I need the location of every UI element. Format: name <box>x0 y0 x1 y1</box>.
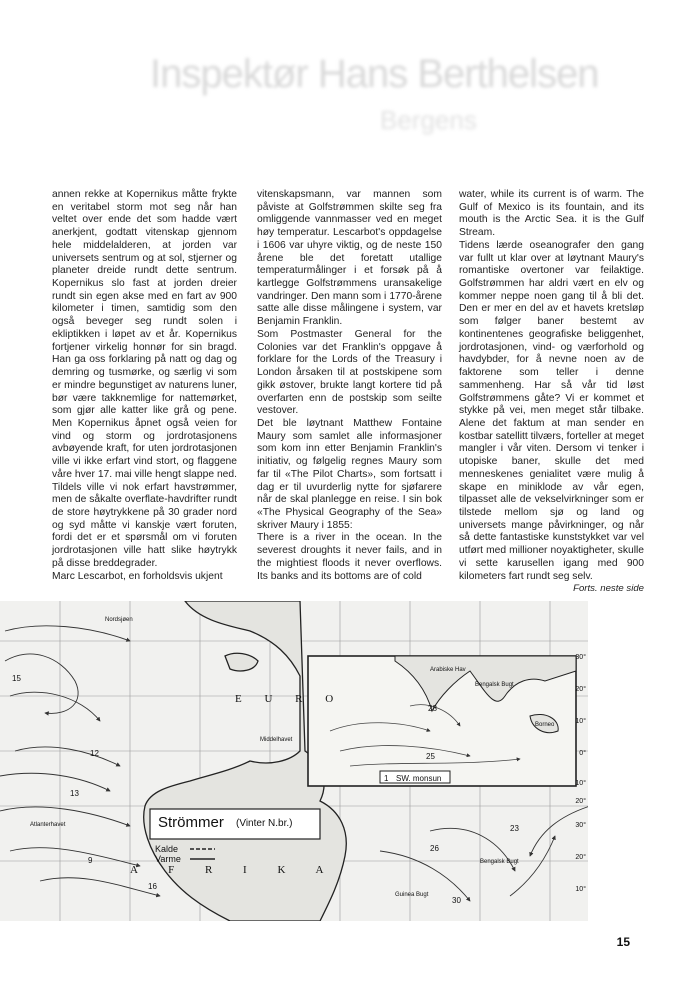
lat-label: 10° <box>575 718 586 725</box>
inset-map <box>308 656 576 786</box>
current-number: 30 <box>452 896 461 905</box>
legend-cold-label: Kalde <box>155 844 179 854</box>
current-number: 25 <box>426 752 435 761</box>
place-label: Guinea Bugt <box>395 892 429 898</box>
place-label: Bengalsk Bugt <box>475 682 514 688</box>
continued-note: Forts. neste side <box>573 583 644 595</box>
map-drawing <box>0 601 588 921</box>
page-number: 15 <box>616 935 630 949</box>
article-paragraph: Tidens lærde oseanografer den gang var fullt ut klar over at løytnant Maury's romantiske overtoner var feilaktige. Golfstrømmen har aldri vært en elv og kommer neppe noen gang til å bli det. Den er mer en del av et havets kretsløp som følger baner bestemt av kontinentenes geografiske beliggenhet, jordrotasjonen, vind- og værforhold og havdybder, for å nevne noen av de faktorene som teller i denne sammenheng. Har så vår tid løst Golfstrømmens gåte? Vi er kommet et stykke på vei, men meget står tilbake. Alene det faktum at man sender en kostbar satellitt tilværs, forteller at meget mangler i vår viten. Dersom vi tenker i utopiske baner, skulle det med menneskenes genialitet være mulig å skape en miniklode av vår egen, tilpasset alle de vekselvirkninger som er tilstede mellom sjø og land og universets mange påvirkninger, og når så dette fantastiske kunststykket var vel utført med millioner noyaktigheter, skulle vi sette karusellen igang med 900 kilometers fart rundt seg selv. <box>459 239 644 582</box>
map-title-sub: (Vinter N.br.) <box>236 818 293 829</box>
region-africa-label: A F R I K A <box>130 864 338 876</box>
header-ghost-title: Inspektør Hans Berthelsen <box>150 52 599 96</box>
place-label: Arabiske Hav <box>430 667 466 673</box>
article-body <box>52 189 644 595</box>
current-number: 16 <box>148 882 157 891</box>
article-paragraph: annen rekke at Kopernikus måtte frykte en veritabel storm mot seg når han veltet over ende det som hadde vært anerkjent, godtatt vitenskap gjennom hele middelalderen, at jorden var universets sentrum og at sol, stjerner og planeter dreide rundt dette sentrum. Kopernikus slo fast at jorden dreier rundt sin egen akse med en fart av 900 kilometer i timen, samtidig som den også beveger seg rundt solen i ekliptikken i løpet av et år. Kopernikus fortjener virkelig honnør for sin bragd. Han ga oss forklaring på natt og dag og demring og tusmørke, og særlig vi som er mindre begunstiget av naturens luner, bør være takknemlige for nattemørket, som gjør alle katter like grå og pene. Men Kopernikus åpnet også veien for vind og storm og jordrotasjonens avbøyende kraft, for uten jordrotasjonen ville vi ikke erfart vind stort, og flaggene våre hver 17. mai ville hengt slappe ned. Tildels ville vi nok erfart havstrømmer, men de såkalte overflate-havdrifter rundt de store høytrykkene på 30 grader nord og syd måtte vi kanskje vært foruten, fordi det er et spørsmål om vi foruten jordrotasjonen ville hatt slike høytrykk på disse breddegrader. <box>52 189 237 569</box>
article-paragraph: Som Postmaster General for the Colonies var det Franklin's oppgave å forklare for the Lords of the Treasury i London årsaken til at postskipene som gikk østover, brukte langt kortere tid på overfarten enn de postskip som seilte vestover. <box>257 328 442 417</box>
lat-label: 0° <box>579 750 586 757</box>
article-quote: There is a river in the ocean. In the severest droughts it never fails, and in the mightiest floods it never overflows. Its banks and its bottoms are of cold <box>257 532 442 582</box>
region-europe-label: E U R O <box>235 693 344 705</box>
lat-label: 30° <box>575 822 586 829</box>
header-ghost-subtitle: Bergens <box>380 105 477 135</box>
current-number: 9 <box>88 856 93 865</box>
article-paragraph: Marc Lescarbot, en forholdsvis ukjent <box>52 570 223 582</box>
place-label: Middelhavet <box>260 737 293 743</box>
article-column-1 <box>52 189 237 583</box>
article-quote: water, while its current is of warm. The Gulf of Mexico is its fountain, and its mouth is the Arctic Sea. it is the Gulf Stream. <box>459 189 644 239</box>
current-number: 15 <box>12 674 21 683</box>
current-number: 23 <box>510 824 519 833</box>
lat-label: 20° <box>575 798 586 805</box>
lat-label: 20° <box>575 854 586 861</box>
inset-box-number: 1 <box>384 774 389 783</box>
article-column-3 <box>459 189 644 596</box>
place-label: Nordsjøen <box>105 617 133 623</box>
map-title: Strömmer <box>158 814 224 831</box>
current-number: 13 <box>70 789 79 798</box>
legend-warm-label: Varme <box>155 854 181 864</box>
place-label: Bengalsk Bugt <box>480 859 519 865</box>
ocean-currents-map <box>0 601 588 921</box>
lat-label: 20° <box>575 686 586 693</box>
lat-label: 30° <box>575 654 586 661</box>
place-label: Atlanterhavet <box>30 822 66 828</box>
article-paragraph: vitenskapsmann, var mannen som påviste at Golfstrømmen skilte seg fra omliggende vannmasser ved en meget høy temperatur. Lescarbot's oppdagelse i 1606 var uhyre viktig, og de neste 150 årene ble det foretatt utallige temperaturmålinger i et forsøk på å kartlegge Golfstrømmens uransakelige vandringer. Den mann som i 1770-årene satte alle disse målingene i system, var Benjamin Franklin. <box>257 189 442 328</box>
inset-box-label: SW. monsun <box>396 774 442 783</box>
current-number: 26 <box>430 844 439 853</box>
current-number: 12 <box>90 749 99 758</box>
lat-label: 10° <box>575 886 586 893</box>
lat-label: 10° <box>575 780 586 787</box>
article-paragraph: Det ble løytnant Matthew Fontaine Maury som samlet alle informasjoner som kom inn etter Benjamin Franklin's initiativ, og følgelig regnes Maury som far til «The Pilot Charts», som fortsatt i dag er til uvurderlig nytte for sjøfarere når de skal planlegge en reise. I sin bok «The Physical Geography of the Sea» skriver Maury i 1855: <box>257 417 442 531</box>
place-label: Borneo <box>535 722 555 728</box>
current-number: 28 <box>428 704 437 713</box>
article-column-2 <box>257 189 442 583</box>
